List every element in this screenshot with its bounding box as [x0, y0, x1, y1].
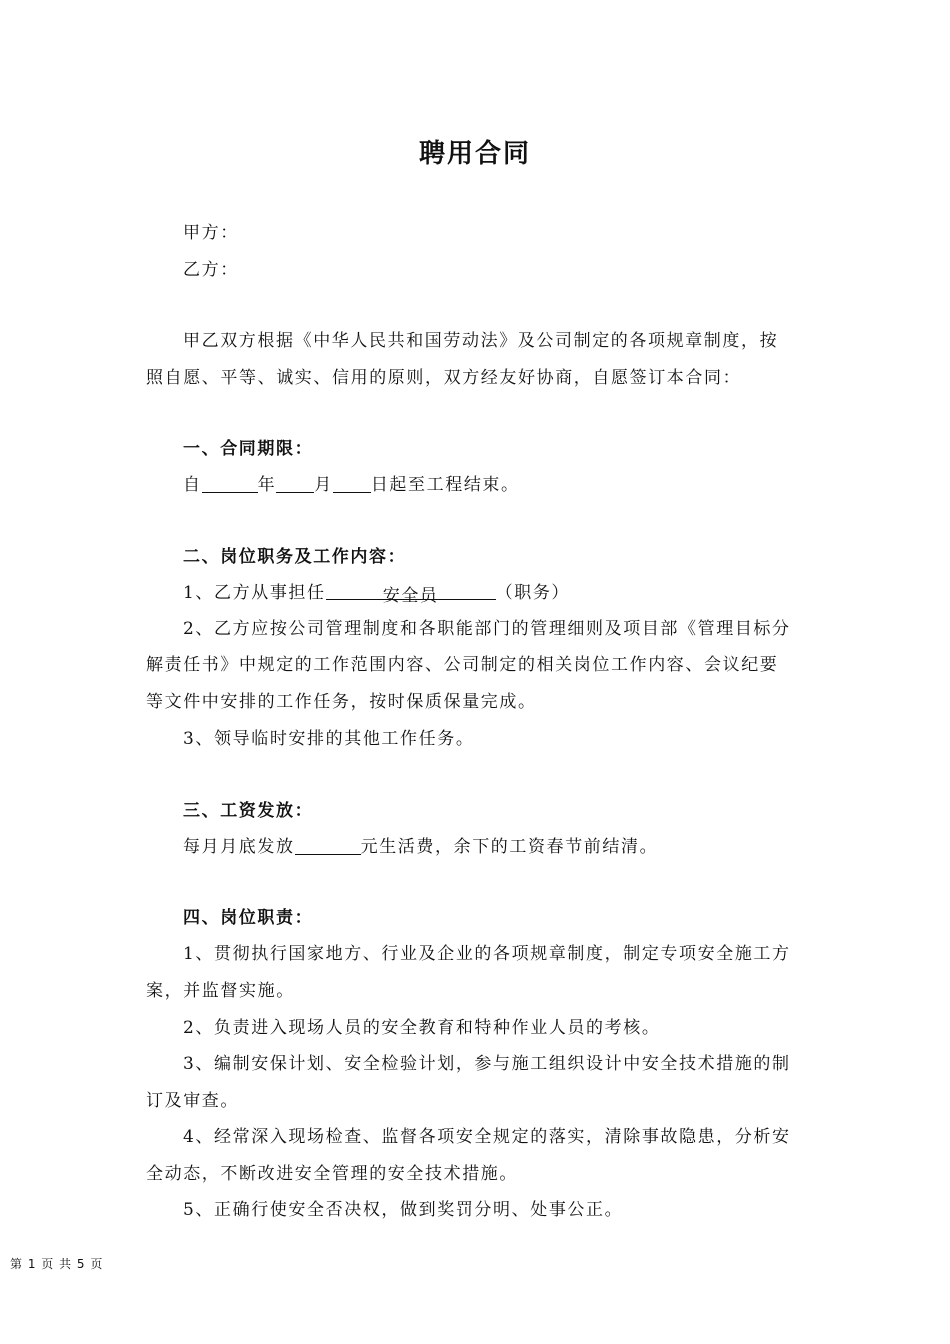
day-blank[interactable] — [333, 474, 371, 493]
section-2-heading: 二、岗位职务及工作内容： — [183, 547, 407, 567]
resp-item-1-line-1: 1、贯彻执行国家地方、行业及企业的各项规章制度，制定专项安全施工方 — [183, 944, 791, 964]
resp-item-3-line-1: 3、编制安保计划、安全检验计划，参与施工组织设计中安全技术措施的制 — [183, 1054, 791, 1074]
resp-item-5: 5、正确行使安全否决权，做到奖罚分明、处事公正。 — [183, 1200, 624, 1220]
duty-item-2-line-2: 解责任书》中规定的工作范围内容、公司制定的相关岗位工作内容、会议纪要 — [146, 655, 779, 675]
duty-item-3: 3、领导临时安排的其他工作任务。 — [183, 729, 475, 749]
position-value[interactable]: 安全员 — [326, 581, 496, 600]
section-1-heading: 一、合同期限： — [183, 439, 314, 459]
duty-item-1 — [183, 578, 853, 606]
page-number-footer: 第 1 页 共 5 页 — [10, 1257, 104, 1271]
contract-period-line — [183, 470, 853, 495]
salary-prefix: 每月月底发放 — [183, 837, 295, 857]
salary-blank[interactable] — [295, 836, 361, 855]
resp-item-4-line-2: 全动态，不断改进安全管理的安全技术措施。 — [146, 1164, 518, 1184]
year-blank[interactable] — [202, 474, 258, 493]
intro-line-2: 照自愿、平等、诚实、信用的原则，双方经友好协商，自愿签订本合同： — [146, 368, 742, 388]
duty-item-2-line-1: 2、乙方应按公司管理制度和各职能部门的管理细则及项目部《管理目标分 — [183, 619, 791, 639]
section-4-heading: 四、岗位职责： — [183, 908, 314, 928]
position-prefix: 1、乙方从事担任 — [183, 583, 326, 603]
page-title: 聘用合同 — [418, 139, 531, 169]
party-b-label: 乙方： — [183, 260, 239, 280]
resp-item-1-line-2: 案，并监督实施。 — [146, 981, 295, 1001]
position-suffix: （职务） — [495, 583, 571, 603]
salary-line — [183, 832, 853, 857]
section-3-heading: 三、工资发放： — [183, 801, 314, 821]
year-label: 年 — [257, 475, 277, 495]
from-label: 自 — [183, 475, 202, 495]
day-label: 日起至工程结束。 — [370, 475, 520, 495]
resp-item-2: 2、负责进入现场人员的安全教育和特种作业人员的考核。 — [183, 1018, 661, 1038]
month-label: 月 — [314, 475, 333, 495]
duty-item-2-line-3: 等文件中安排的工作任务，按时保质保量完成。 — [146, 692, 537, 712]
party-a-label: 甲方： — [183, 223, 239, 243]
resp-item-3-line-2: 订及审查。 — [146, 1091, 239, 1111]
intro-line-1: 甲乙双方根据《中华人民共和国劳动法》及公司制定的各项规章制度，按 — [183, 331, 779, 351]
resp-item-4-line-1: 4、经常深入现场检查、监督各项安全规定的落实，清除事故隐患，分析安 — [183, 1127, 791, 1147]
salary-suffix: 元生活费，余下的工资春节前结清。 — [360, 837, 659, 857]
month-blank[interactable] — [276, 474, 314, 493]
